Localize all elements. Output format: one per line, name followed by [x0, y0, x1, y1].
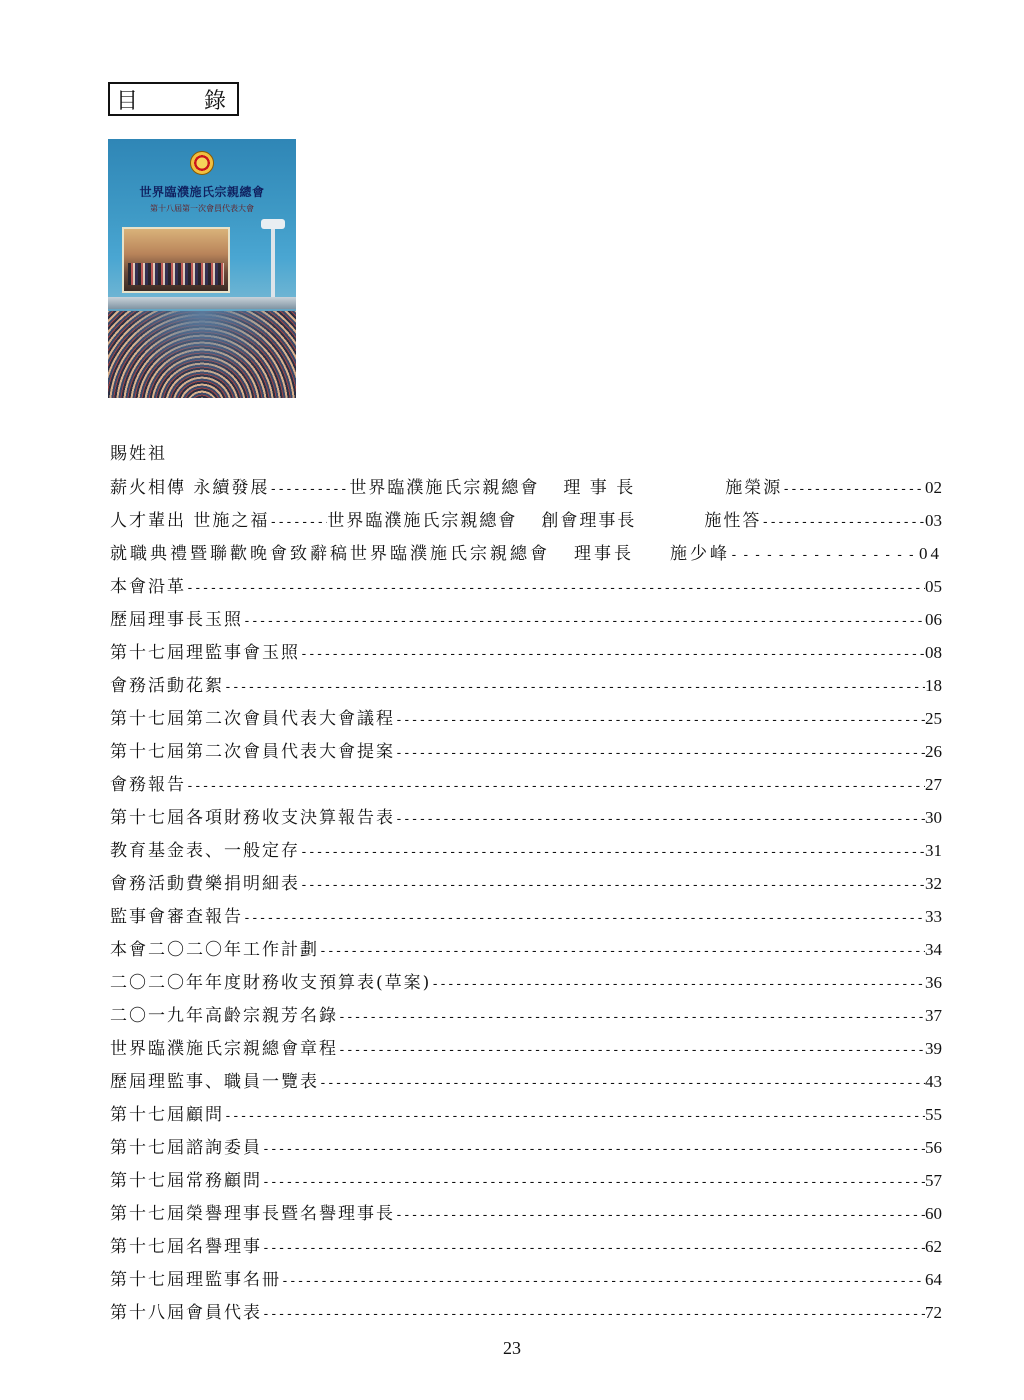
page-number: 23 [503, 1338, 521, 1358]
toc-entry-org: 世界臨濮施氏宗親總會 [349, 478, 540, 498]
toc-entry-title: 薪火相傳 永續發展 [110, 478, 270, 498]
toc-leader [730, 539, 919, 572]
toc-entry-page: 18 [925, 676, 942, 695]
toc-entry-title: 第十七屆理監事名冊 [110, 1270, 281, 1290]
toc-entry-title: 本會沿革 [110, 577, 186, 597]
toc-entry[interactable] [110, 768, 942, 801]
toc-entry-page: 55 [925, 1105, 942, 1124]
tower-graphic [271, 219, 275, 305]
toc-entry[interactable] [110, 1098, 942, 1131]
cover-subtitle: 第十八屆第一次會員代表大會 [150, 204, 254, 213]
toc-leader [338, 1001, 925, 1034]
toc-entry-page: 30 [925, 808, 942, 827]
toc-entry-page: 34 [925, 940, 942, 959]
toc-entry[interactable] [110, 636, 942, 669]
toc-leader [243, 902, 925, 935]
toc-entry[interactable] [110, 702, 942, 735]
toc-entry[interactable] [110, 504, 942, 537]
toc-entry-title: 歷屆理監事、職員一覽表 [110, 1072, 319, 1092]
toc-entry[interactable] [110, 999, 942, 1032]
toc-entry[interactable] [110, 1263, 942, 1296]
toc-entry-title: 歷屆理事長玉照 [110, 610, 243, 630]
toc-leader [431, 968, 925, 1001]
toc-entry-page: 57 [925, 1171, 942, 1190]
toc-entry-title: 第十七屆理監事會玉照 [110, 643, 300, 663]
toc-entry-page: 31 [925, 841, 942, 860]
toc-entry-title: 就職典禮暨聯歡晚會致辭稿 [110, 544, 350, 564]
toc-leader [338, 1034, 925, 1067]
toc-leader [186, 572, 925, 605]
toc-entry[interactable] [110, 537, 942, 570]
toc-entry-title: 第十七屆榮譽理事長暨名譽理事長 [110, 1204, 395, 1224]
toc-entry-list [110, 570, 942, 1329]
toc-entry[interactable] [110, 1065, 942, 1098]
toc-title-char-1: 目 [116, 88, 140, 114]
toc-entry[interactable] [110, 1131, 942, 1164]
toc-leader [395, 803, 925, 836]
toc-entry-page: 72 [925, 1303, 942, 1322]
toc-entry-page: 56 [925, 1138, 942, 1157]
group-photo [122, 227, 230, 293]
toc-entry-role: 創會理事長 [541, 511, 637, 531]
toc-entry[interactable] [110, 735, 942, 768]
toc-entry-title: 會務活動花絮 [110, 676, 224, 696]
toc-entry-page: 60 [925, 1204, 942, 1223]
toc-entry-title: 監事會審查報告 [110, 907, 243, 927]
toc-leader [269, 506, 327, 539]
toc-leader [269, 473, 349, 506]
toc-entry-title: 二〇二〇年年度財務收支預算表(草案) [110, 973, 432, 993]
table-of-contents [110, 438, 942, 1329]
toc-entry[interactable] [110, 1197, 942, 1230]
toc-entry-page: 05 [925, 577, 942, 596]
toc-entry-author: 施少峰 [670, 544, 730, 564]
toc-entry-page: 36 [925, 973, 942, 992]
toc-entry-title: 第十七屆第二次會員代表大會提案 [110, 742, 395, 762]
toc-entry-page: 02 [925, 478, 942, 497]
toc-entry-title: 本會二〇二〇年工作計劃 [110, 940, 319, 960]
toc-entry-title: 第十七屆各項財務收支決算報告表 [110, 808, 395, 828]
toc-entry[interactable] [110, 1032, 942, 1065]
toc-entry-page: 04 [919, 544, 942, 563]
toc-title-char-2: 錄 [203, 88, 227, 114]
toc-entry-title: 第十七屆顧問 [110, 1105, 224, 1125]
toc-entry-title: 第十七屆名譽理事 [110, 1237, 262, 1257]
toc-leader [262, 1298, 925, 1331]
toc-entry[interactable] [110, 669, 942, 702]
toc-leader [262, 1166, 925, 1199]
toc-entry-page: 33 [925, 907, 942, 926]
toc-leader [243, 605, 925, 638]
toc-entry[interactable] [110, 867, 942, 900]
cover-title: 世界臨濮施氏宗親總會 [139, 185, 265, 199]
association-emblem-icon [190, 151, 214, 175]
toc-leader [319, 935, 925, 968]
toc-entry-role: 理事長 [574, 544, 634, 564]
toc-entry-title: 二〇一九年高齡宗親芳名錄 [110, 1006, 338, 1026]
toc-entry-title: 第十七屆常務顧問 [110, 1171, 262, 1191]
toc-entry[interactable] [110, 801, 942, 834]
toc-entry[interactable] [110, 1230, 942, 1263]
toc-leader [262, 1133, 925, 1166]
toc-entry[interactable] [110, 933, 942, 966]
toc-entry-title: 第十七屆第二次會員代表大會議程 [110, 709, 395, 729]
toc-entry-role: 理 事 長 [563, 478, 636, 498]
toc-leader [186, 770, 925, 803]
bridge-graphic [108, 297, 296, 309]
toc-leader [300, 836, 925, 869]
toc-entry-author: 施榮源 [725, 478, 783, 498]
toc-entry[interactable] [110, 834, 942, 867]
toc-entry-title: 第十七屆諮詢委員 [110, 1138, 262, 1158]
toc-entry-page: 27 [925, 775, 942, 794]
toc-leader [224, 671, 925, 704]
toc-leader [224, 1100, 925, 1133]
toc-leader [300, 638, 925, 671]
toc-entry[interactable] [110, 966, 942, 999]
cover-image [108, 139, 296, 398]
toc-entry-page: 26 [925, 742, 942, 761]
toc-leader [395, 704, 925, 737]
toc-entry[interactable] [110, 570, 942, 603]
toc-entry-title: 會務報告 [110, 775, 186, 795]
toc-entry-page: 62 [925, 1237, 942, 1256]
toc-leader [300, 869, 925, 902]
toc-leader [395, 1199, 925, 1232]
toc-leader [281, 1265, 925, 1298]
toc-entry[interactable] [110, 1296, 942, 1329]
toc-entry-page: 37 [925, 1006, 942, 1025]
toc-entry[interactable] [110, 471, 942, 504]
toc-entry-title: 第十八屆會員代表 [110, 1303, 262, 1323]
toc-entry-page: 03 [925, 511, 942, 530]
toc-entry-title: 會務活動費樂捐明細表 [110, 874, 300, 894]
toc-leader [319, 1067, 925, 1100]
assembly-photo [108, 311, 296, 398]
toc-entry-page: 06 [925, 610, 942, 629]
toc-entry[interactable] [110, 1164, 942, 1197]
toc-leader [262, 1232, 925, 1265]
toc-entry-org: 世界臨濮施氏宗親總會 [327, 511, 518, 531]
toc-leader [761, 506, 925, 539]
toc-entry[interactable] [110, 603, 942, 636]
toc-leader [782, 473, 925, 506]
toc-entry-title: 世界臨濮施氏宗親總會章程 [110, 1039, 338, 1059]
toc-entry-page: 25 [925, 709, 942, 728]
toc-entry-title: 人才輩出 世施之福 [110, 511, 270, 531]
toc-entry-page: 32 [925, 874, 942, 893]
toc-entry-page: 08 [925, 643, 942, 662]
toc-title-box [108, 82, 239, 116]
toc-entry-org: 世界臨濮施氏宗親總會 [350, 544, 550, 564]
toc-heading: 賜姓祖 [110, 444, 167, 464]
toc-entry[interactable] [110, 900, 942, 933]
toc-entry-page: 64 [925, 1270, 942, 1289]
toc-entry-author: 施性答 [704, 511, 762, 531]
toc-entry-title: 教育基金表、一般定存 [110, 841, 300, 861]
toc-entry-page: 39 [925, 1039, 942, 1058]
toc-leader [395, 737, 925, 770]
tower-top-graphic [261, 219, 285, 229]
toc-entry-page: 43 [925, 1072, 942, 1091]
